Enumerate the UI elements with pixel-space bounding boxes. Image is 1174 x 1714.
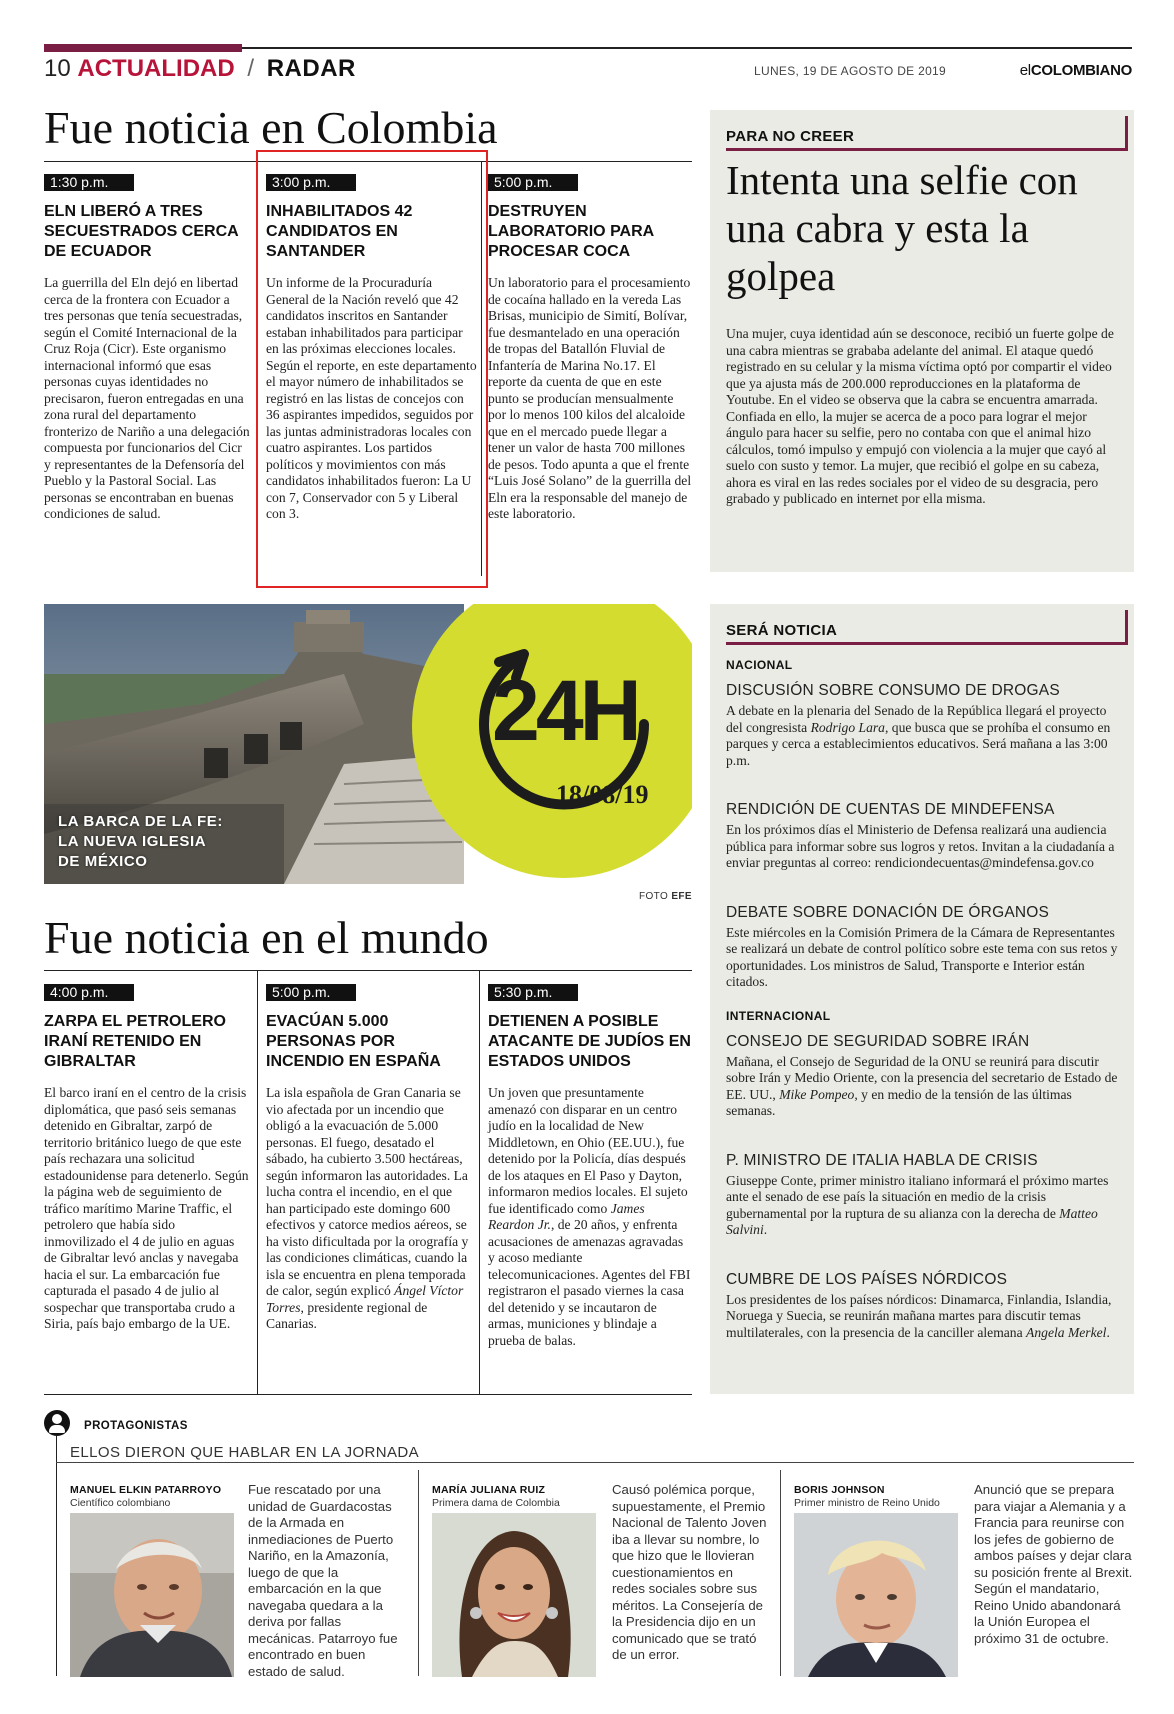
column-divider	[479, 971, 480, 1395]
protagonistas-rule	[56, 1462, 1134, 1463]
story-body: Un laboratorio para el procesamiento de cocaína hallado en la vereda Las Brisas, municipio de Simití, Bolívar, fue desmantelado en una operación de tropas del Batallón Fluvial de Infantería de Marina No.17. El reporte da cuenta de que en este punto se producían mensualmente por lo menos 100 kilos del alcaloide que en el mercado puede llegar a tener un valor de hasta 700 millones de pesos. Todo apunta a que el frente “Luis José Solano” de la guerrilla del Eln era la responsable del manejo de este laboratorio.	[488, 275, 692, 521]
kicker-tick	[1125, 610, 1128, 645]
body-text: Giuseppe Conte, primer ministro italiano informará el próximo martes ante el senado de ese país la situación en medio de la crisis gubernamental por la ruptura de su alianza con la derecha de	[726, 1172, 1109, 1221]
colombia-story-3	[488, 174, 692, 523]
body-text: , y en medio de la tensión de las últimas semanas.	[726, 1086, 1072, 1118]
body-emphasis: James Reardon Jr.	[488, 1200, 645, 1232]
logo-name: COLOMBIANO	[1030, 62, 1132, 79]
person-text: Anunció que se prepara para viajar a Alemania y a Francia para reunirse con los jefes de gobierno de ambos países y dejar clara su posición frente al Brexit. Según el mandatario, Reino Unido abandonará la Unión Europea el próximo 31 de octubre.	[974, 1482, 1133, 1646]
body-text: , presidente regional de Canarias.	[266, 1299, 428, 1331]
24h-badge-text: 24H	[492, 663, 638, 759]
item-title: RENDICIÓN DE CUENTAS DE MINDEFENSA	[726, 801, 1055, 818]
page-header	[44, 54, 356, 84]
protagonistas-subtitle: ELLOS DIERON QUE HABLAR EN LA JORNADA	[70, 1444, 420, 1461]
person-role: Primer ministro de Reino Unido	[794, 1497, 940, 1509]
mundo-title-rule	[44, 970, 692, 971]
caption-line: LA BARCA DE LA FE:	[58, 813, 223, 830]
time-badge: 3:00 p.m.	[266, 174, 356, 191]
dateline: LUNES, 19 DE AGOSTO DE 2019	[754, 64, 946, 78]
body-text: Los presidentes de los países nórdicos: Dinamarca, Finlandia, Islandia, Noruega y Suecia, se reunirán mañana martes para discutir temas multilaterales, con la presencia de la canciller alemana	[726, 1291, 1112, 1340]
body-text: , que busca que se prohíba el consumo en parques y cerca a establecimientos educativos. Será mañana a las 3:00 p.m.	[726, 719, 1111, 768]
item-title: CONSEJO DE SEGURIDAD SOBRE IRÁN	[726, 1032, 1030, 1050]
person-text: Fue rescatado por una unidad de Guardacostas de la Armada en inmediaciones de Puerto Nariño, en la Amazonía, luego de que la embarcación en la que navegaba quedara a la deriva por fallas mecánicas. Patarroyo fue encontrado en buen estado de salud.	[248, 1482, 398, 1679]
para-no-creer-panel	[710, 110, 1134, 572]
story-body: Un informe de la Procuraduría General de la Nación reveló que 42 candidatos inscritos en Santander estaban inhabilitados para participar en las próximas elecciones locales. Según el reporte, en este departamento el mayor número de inhabilitados se registró en las listas de concejos con 36 aspirantes impedidos, seguidos por las juntas administradoras locales con cuatro aspirantes. Los partidos políticos y movimientos con más candidatos inhabilitados fueron: La U con 7, Conservador con 5 y Liberal con 3.	[266, 275, 477, 521]
highlight-box	[256, 150, 488, 588]
person-name: BORIS JOHNSON	[794, 1484, 885, 1496]
time-badge: 5:30 p.m.	[488, 984, 578, 1001]
mundo-story-1	[44, 984, 250, 1333]
person-role: Científico colombiano	[70, 1497, 171, 1509]
kicker-rule	[726, 148, 1128, 151]
body-emphasis: Ángel Víctor Torres	[266, 1283, 464, 1315]
credit-label: FOTO	[638, 891, 669, 902]
mundo-story-2	[266, 984, 472, 1333]
item-body: Este miércoles en la Comisión Primera de la Cámara de Representantes se realizará un debate de control político sobre este tema con sus retos y oportunidades. Los ministros de Salud, Transporte e Interior están citados.	[726, 924, 1118, 989]
sera-noticia-item	[726, 1151, 1124, 1239]
caption-line: DE MÉXICO	[58, 853, 148, 870]
item-title: DISCUSIÓN SOBRE CONSUMO DE DROGAS	[726, 682, 1060, 699]
body-emphasis: Rodrigo Lara	[810, 719, 885, 735]
sera-noticia-panel	[710, 604, 1134, 1394]
story-headline: ZARPA EL PETROLERO IRANÍ RETENIDO EN GIBRALTAR	[44, 1013, 226, 1070]
item-title: DEBATE SOBRE DONACIÓN DE ÓRGANOS	[726, 903, 1050, 921]
photo-credit	[639, 891, 692, 902]
story-body	[488, 1085, 692, 1349]
story-headline: EVACÚAN 5.000 PERSONAS POR INCENDIO EN ESPAÑA	[266, 1013, 441, 1070]
sera-noticia-list	[726, 658, 1124, 1341]
mundo-section-title: Fue noticia en el mundo	[44, 912, 489, 963]
body-text: , de 20 años, y enfrenta acusaciones de amenazas agravadas y acoso mediante telecomunicaciones. Agentes del FBI registraron el pasado viernes la casa del detenido y se incautaron de armas, municiones y blindaje a prueba de balas.	[488, 1217, 691, 1348]
body-emphasis: Angela Merkel	[1026, 1324, 1107, 1340]
item-body	[726, 703, 1124, 769]
body-text: .	[1106, 1324, 1110, 1340]
time-badge: 5:00 p.m.	[266, 984, 356, 1001]
protagonistas-left-rule	[56, 1436, 57, 1676]
header-rule	[242, 47, 1132, 49]
story-headline: INHABILITADOS 42 CANDIDATOS EN SANTANDER	[266, 203, 413, 260]
patarroyo-photo	[70, 1513, 234, 1677]
johnson-photo	[794, 1513, 958, 1677]
item-body	[726, 1173, 1124, 1239]
ruiz-photo	[432, 1513, 596, 1677]
body-emphasis: Mike Pompeo	[779, 1086, 855, 1102]
story-body	[266, 1085, 472, 1333]
sera-noticia-item	[726, 1032, 1124, 1120]
story-headline: DESTRUYEN LABORATORIO PARA PROCESAR COCA	[488, 203, 654, 260]
portrait-illustration	[794, 1513, 958, 1677]
kicker-rule	[726, 642, 1128, 645]
column-divider	[780, 1470, 781, 1676]
category-label: NACIONAL	[726, 658, 793, 672]
mundo-bottom-rule	[44, 1394, 692, 1395]
sera-noticia-item	[726, 903, 1124, 991]
portrait-illustration	[432, 1513, 596, 1677]
item-title: CUMBRE DE LOS PAÍSES NÓRDICOS	[726, 1270, 1008, 1288]
person-name: MARÍA JULIANA RUIZ	[432, 1484, 546, 1496]
column-divider	[418, 1470, 419, 1676]
person-name: MANUEL ELKIN PATARROYO	[70, 1484, 222, 1496]
story-body: El barco iraní en el centro de la crisis diplomática, que pasó seis semanas detenido en Gibraltar, zarpó de territorio británico luego de que este país rechazara una solicitud estadounidense para detenerlo. Según la página web de seguimiento de tráfico marítimo Marine Traffic, el petrolero que había sido inmovilizado el 4 de julio en aguas de Gibraltar levó anclas y navegaba hacia el sur. La embarcación fue capturada el pasado 4 de julio al sospechar que transportaba crudo a Siria, país bajo embargo de la UE.	[44, 1085, 249, 1331]
panel-kicker: SERÁ NOTICIA	[726, 622, 838, 639]
sera-noticia-item	[726, 800, 1124, 872]
mundo-story-3	[488, 984, 692, 1349]
newspaper-logo	[1020, 62, 1132, 79]
body-text: Mañana, el Consejo de Seguridad de la ONU se reunirá para discutir sobre Irán y Medio Oriente, con la presencia del secretario de Estado de EE. UU.,	[726, 1053, 1118, 1102]
story-body: La guerrilla del Eln dejó en libertad cerca de la frontera con Ecuador a tres personas que tenía secuestradas, según el Comité Internacional de la Cruz Roja (Cicr). Este organismo internacional informó que esas personas cuyas identidades no precisaron, fueron entregadas en una zona rural del departamento fronterizo de Nariño a una delegación compuesta por funcionarios del Cicr y representantes de la Defensoría del Pueblo y la Pastoral Social. Las personas se encontraban en buenas condiciones de salud.	[44, 275, 250, 521]
portrait-illustration	[70, 1513, 234, 1677]
credit-source: EFE	[671, 891, 692, 902]
item-title: P. MINISTRO DE ITALIA HABLA DE CRISIS	[726, 1151, 1038, 1169]
kicker-tick	[1125, 116, 1128, 151]
story-headline: DETIENEN A POSIBLE ATACANTE DE JUDÍOS EN ESTADOS UNIDOS	[488, 1013, 691, 1070]
item-body	[726, 1292, 1124, 1342]
protagonistas-kicker: PROTAGONISTAS	[84, 1420, 188, 1432]
time-badge: 4:00 p.m.	[44, 984, 134, 1001]
person-icon	[44, 1410, 70, 1436]
subsection-name: RADAR	[266, 55, 356, 82]
item-body	[726, 1054, 1124, 1120]
section-name: ACTUALIDAD	[77, 55, 235, 82]
body-text: Un joven que presuntamente amenazó con disparar en un centro judío en la localidad de New Middletown, en Ohio (EE.UU.), fue detenido por la Policía, días después de los ataques en El Paso y Dayton, informaron medios locales. El sujeto fue identificado como	[488, 1085, 688, 1216]
body-text: .	[763, 1222, 768, 1237]
column-divider	[257, 971, 258, 1395]
body-text: La isla española de Gran Canaria se vio afectada por un incendio que obligó a la evacuación de 5.000 personas. El fuego, desatado el sábado, ha cubierto 3.500 hectáreas, según informaron las autoridades. La lucha contra el incendio, en el que han participado este domingo 600 efectivos y catorce medios aéreos, se ha visto dificultada por la orografía y las condiciones climáticas, cuando la isla se encuentra en plena temporada de calor, según explicó	[266, 1085, 469, 1298]
item-body: En los próximos días el Ministerio de Defensa realizará una audiencia pública para informar sobre sus logros y retos. Invitan a la ciudadanía a enviar preguntas al correo: rendiciondecuentas@mindefensa.gov.co	[726, 822, 1115, 870]
story-headline: ELN LIBERÓ A TRES SECUESTRADOS CERCA DE ECUADOR	[44, 203, 239, 260]
section-separator: /	[247, 55, 255, 82]
24h-badge-date: 18/08/19	[556, 780, 649, 809]
colombia-section-title: Fue noticia en Colombia	[44, 102, 498, 153]
colombia-story-1	[44, 174, 250, 523]
caption-line: LA NUEVA IGLESIA	[58, 833, 207, 850]
sera-noticia-item	[726, 681, 1124, 769]
category-label: INTERNACIONAL	[726, 1008, 831, 1023]
photo-caption	[58, 812, 223, 872]
logo-prefix: el	[1019, 62, 1031, 79]
person-text: Causó polémica porque, supuestamente, el Premio Nacional de Talento Joven iba a llevar su nombre, lo que hizo que le llovieran cuestionamientos en redes sociales sobre sus méritos. La Consejería de la Presidencia dijo en un comunicado que se trató de un error.	[612, 1482, 767, 1662]
body-emphasis: Matteo Salvini	[726, 1205, 1098, 1237]
panel-kicker: PARA NO CREER	[726, 128, 855, 145]
sera-noticia-item	[726, 1270, 1124, 1342]
time-badge: 1:30 p.m.	[44, 174, 134, 191]
body-text: A debate en la plenaria del Senado de la República llegará el proyecto del congresista	[726, 703, 1107, 735]
page-number: 10	[44, 55, 71, 82]
panel-body: Una mujer, cuya identidad aún se desconoce, recibió un fuerte golpe de una cabra mientras se grababa adelante del animal. El ataque quedó registrado en su celular y la misma víctima optó por compartir el video que ya ajusta más de 200.000 reproducciones en la plataforma de Youtube. En el video se observa que la cabra se encuentra amarrada. Confiada en ello, la mujer se acerca de a poco para lograr el mejor ángulo para hacer su selfie, pero no contaba con que el animal hizo cálculos, tomó impulso y empujó con violencia a la mujer que cayó al suelo con susto y temor. La mujer, que recibió el golpe en su cabeza, ahora es viral en las redes sociales por el video de su desgracia, pero grabado y publicado en internet por ella misma.	[726, 326, 1114, 506]
time-badge: 5:00 p.m.	[488, 174, 578, 191]
header-accent-bar	[44, 44, 242, 52]
person-role: Primera dama de Colombia	[432, 1497, 560, 1509]
panel-headline: Intenta una selfie con una cabra y esta la golpea	[726, 157, 1078, 299]
